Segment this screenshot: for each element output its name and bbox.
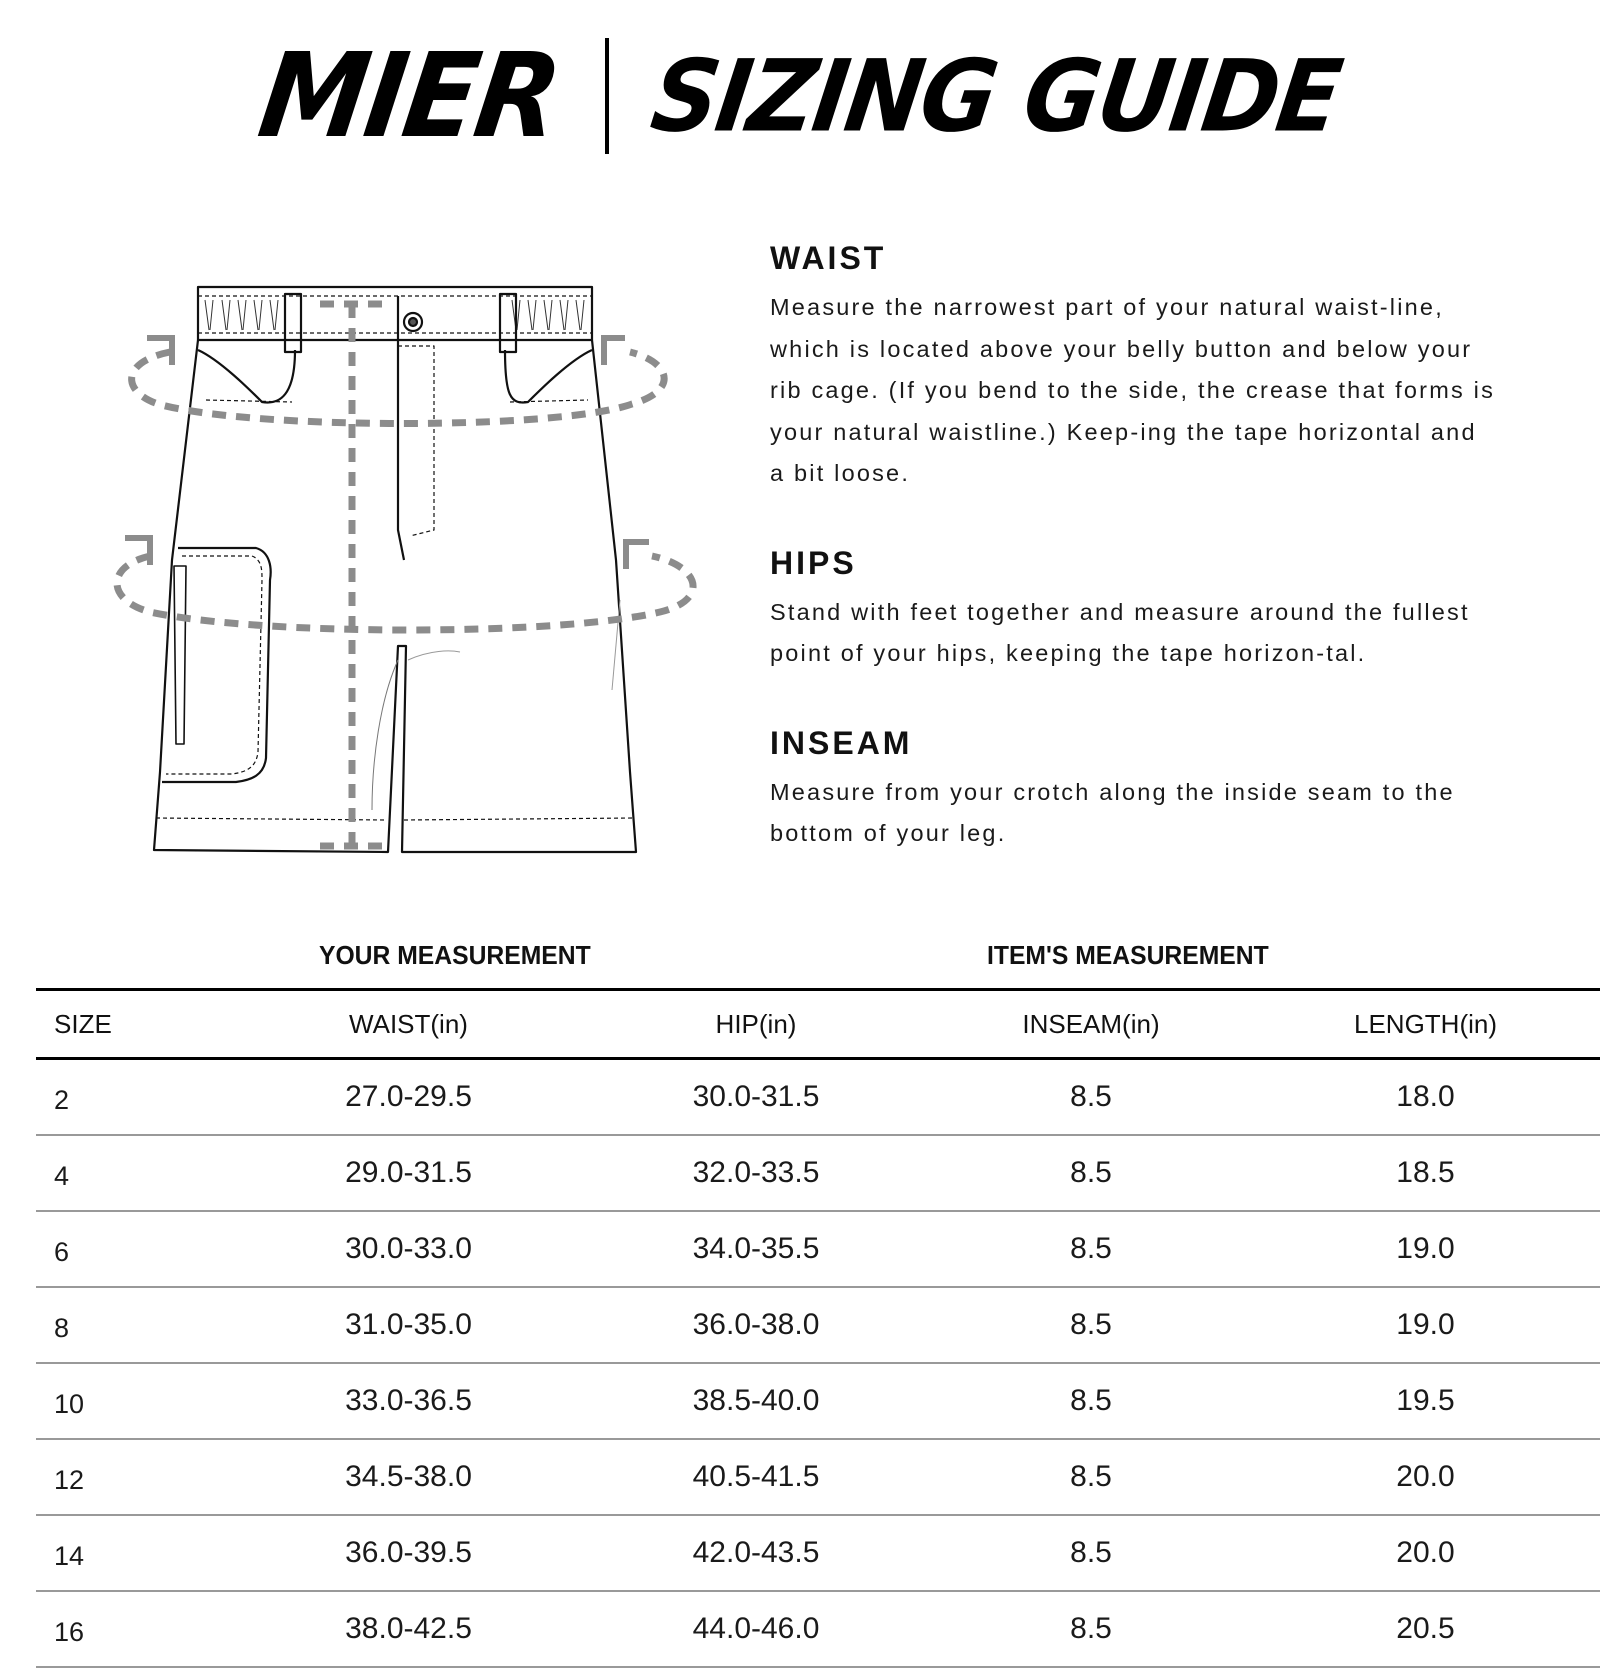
cell-inseam: 8.5	[1070, 1156, 1112, 1189]
instruction-waist	[770, 240, 1500, 495]
column-header-waist: WAIST(in)	[349, 1008, 468, 1039]
cell-length: 19.0	[1396, 1232, 1455, 1265]
instruction-text: Measure from your crotch along the inside seam to the bottom of your leg.	[770, 778, 1455, 846]
cell-inseam: 8.5	[1070, 1080, 1112, 1113]
cell-length: 18.0	[1396, 1080, 1455, 1113]
size-chart-table	[36, 988, 1600, 1668]
cell-length: 20.5	[1396, 1612, 1455, 1645]
instruction-heading: HIPS	[770, 544, 857, 581]
cell-length: 19.5	[1396, 1384, 1455, 1417]
cell-inseam: 8.5	[1070, 1308, 1112, 1341]
cell-hip: 32.0-33.5	[692, 1156, 820, 1189]
instruction-hips	[770, 545, 1500, 675]
header-divider	[605, 38, 609, 154]
cell-hip: 42.0-43.5	[692, 1536, 820, 1569]
brand-logo: MIER	[251, 28, 567, 164]
table-header-row	[36, 990, 1600, 1059]
page-header	[0, 28, 1600, 164]
instruction-inseam	[770, 725, 1500, 855]
instruction-text: Measure the narrowest part of your natural waist-line, which is located above your belly button and below your rib cage. (If you bend to the side, the crease that forms is your natural waistline.) Keep-ing the tape horizontal and a bit loose.	[770, 294, 1496, 486]
cell-size: 6	[54, 1236, 70, 1267]
table-row	[36, 1363, 1600, 1439]
cell-waist: 33.0-36.5	[345, 1384, 472, 1417]
cell-waist: 36.0-39.5	[345, 1536, 472, 1569]
group-your-measurement: YOUR MEASUREMENT	[319, 940, 591, 970]
measurement-instructions	[770, 240, 1500, 905]
cell-waist: 30.0-33.0	[345, 1232, 472, 1265]
column-header-inseam: INSEAM(in)	[1022, 1008, 1160, 1039]
table-body	[36, 1059, 1600, 1668]
table-row	[36, 1287, 1600, 1363]
cell-size: 8	[54, 1312, 70, 1343]
shorts-illustration	[100, 270, 720, 870]
cell-waist: 31.0-35.0	[345, 1308, 472, 1341]
cell-hip: 36.0-38.0	[692, 1308, 820, 1341]
shorts-measurement-diagram-icon	[100, 270, 720, 870]
cell-inseam: 8.5	[1070, 1612, 1112, 1645]
cell-size: 4	[54, 1160, 70, 1191]
column-header-length: LENGTH(in)	[1353, 1008, 1497, 1039]
cell-waist: 34.5-38.0	[345, 1460, 472, 1493]
table-row	[36, 1059, 1600, 1136]
table-row	[36, 1439, 1600, 1515]
group-item-measurement: ITEM'S MEASUREMENT	[987, 940, 1269, 970]
cell-inseam: 8.5	[1070, 1536, 1112, 1569]
instruction-heading: INSEAM	[770, 724, 913, 761]
cell-hip: 30.0-31.5	[692, 1080, 820, 1113]
cell-size: 14	[54, 1540, 85, 1571]
table-row	[36, 1515, 1600, 1591]
cell-length: 20.0	[1396, 1536, 1455, 1569]
cell-inseam: 8.5	[1070, 1384, 1112, 1417]
page-title: SIZING GUIDE	[645, 38, 1348, 154]
cell-inseam: 8.5	[1070, 1460, 1112, 1493]
cell-length: 20.0	[1396, 1460, 1455, 1493]
cell-length: 19.0	[1396, 1308, 1455, 1341]
cell-length: 18.5	[1396, 1156, 1455, 1189]
table-row	[36, 1135, 1600, 1211]
cell-waist: 27.0-29.5	[345, 1080, 472, 1113]
cell-size: 10	[54, 1388, 85, 1419]
cell-size: 2	[54, 1084, 70, 1115]
table-group-headers	[36, 940, 1600, 980]
cell-hip: 44.0-46.0	[692, 1612, 820, 1645]
cell-inseam: 8.5	[1070, 1232, 1112, 1265]
cell-size: 16	[54, 1616, 85, 1647]
cell-waist: 38.0-42.5	[345, 1612, 472, 1645]
instruction-text: Stand with feet together and measure around the fullest point of your hips, keeping the tape horizon-tal.	[770, 598, 1470, 666]
column-header-size: SIZE	[54, 1008, 112, 1039]
table-row	[36, 1211, 1600, 1287]
cell-hip: 38.5-40.0	[692, 1384, 820, 1417]
cell-waist: 29.0-31.5	[345, 1156, 472, 1189]
cell-hip: 34.0-35.5	[692, 1232, 820, 1265]
cell-hip: 40.5-41.5	[692, 1460, 820, 1493]
instruction-heading: WAIST	[770, 240, 887, 276]
column-header-hip: HIP(in)	[715, 1008, 797, 1039]
cell-size: 12	[54, 1464, 85, 1495]
table-row	[36, 1591, 1600, 1667]
